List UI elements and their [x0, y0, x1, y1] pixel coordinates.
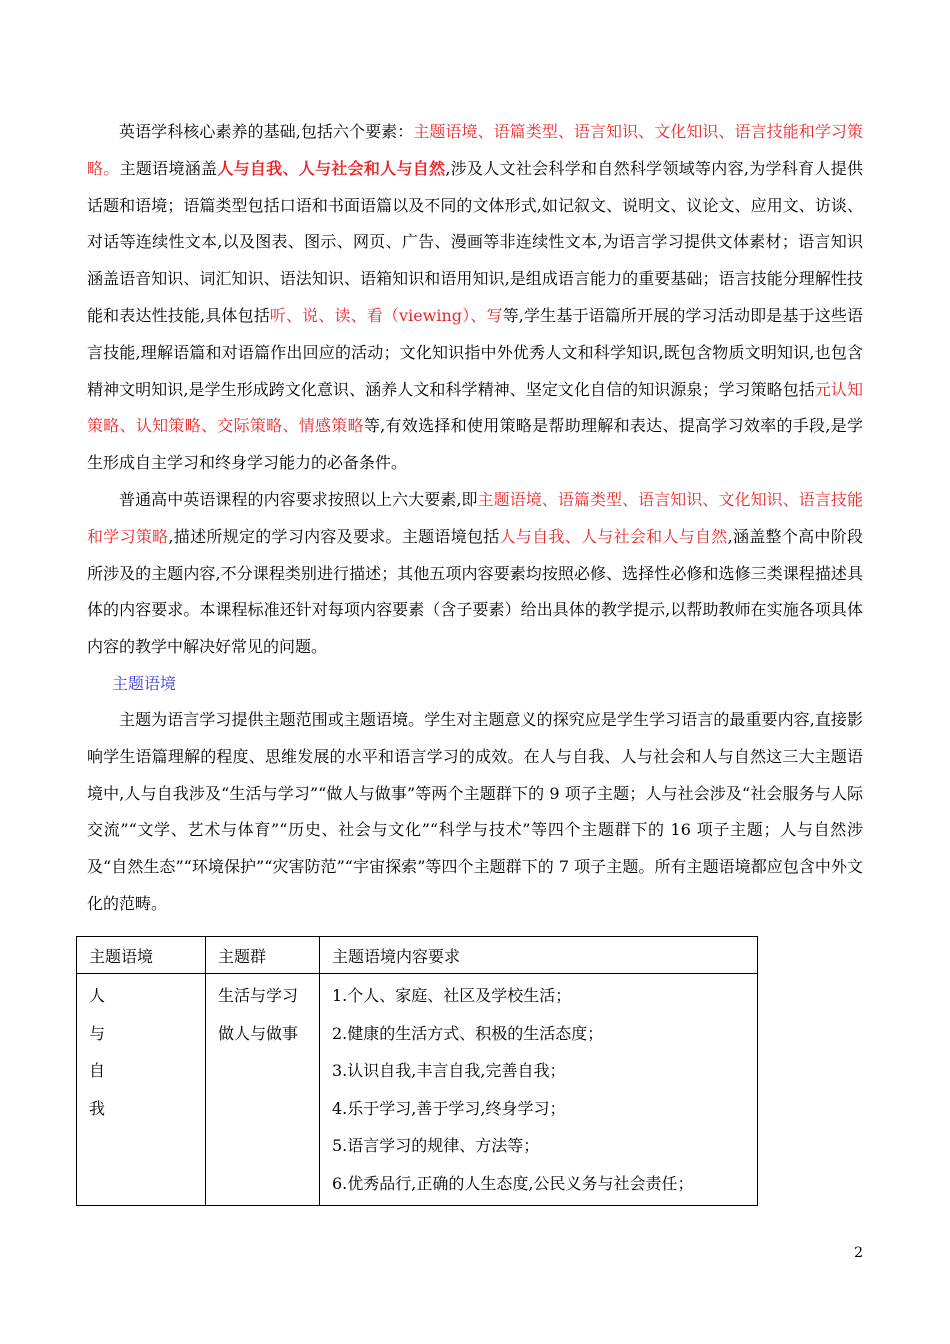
highlight-six-elements: 主题语境、语篇类型、语言知识、文化知识、语言技能和学习策略: [87, 489, 863, 546]
requirement-item: 6.优秀品行,正确的人生态度,公民义务与社会责任；: [332, 1173, 694, 1193]
table-row: [77, 974, 758, 1206]
table-header-cell: 主题群: [206, 937, 320, 974]
highlight-strategies: 元认知策略、认知策略、交际策略、情感策略: [87, 379, 863, 436]
theme-context-cell: [77, 974, 206, 1206]
table-header-cell: 主题语境内容要求: [320, 937, 758, 974]
cell-char: 人: [89, 986, 106, 1005]
text-run: 主题语境涵盖: [119, 158, 218, 178]
section-heading: 主题语境: [112, 673, 177, 693]
highlight-skills: 听、说、读、看（viewing）、写: [269, 305, 503, 325]
cell-char: 我: [89, 1098, 106, 1118]
requirement-item: 5.语言学习的规律、方法等；: [332, 1136, 540, 1155]
requirement-item: 3.认识自我,丰言自我,完善自我；: [332, 1061, 566, 1080]
cell-char: 与: [89, 1023, 106, 1043]
theme-group-item: 生活与学习: [218, 986, 299, 1005]
theme-group-item: 做人与做事: [218, 1023, 299, 1043]
requirement-item: 2.健康的生活方式、积极的生活态度；: [332, 1023, 604, 1043]
text-run: 等,有效选择和使用策略是帮助理解和表达、提高学习效率的手段,是学生形成自主学习和终身学习能力的必备条件。: [87, 416, 863, 473]
text-run: ,涉及人文社会科学和自然科学领域等内容,为学科育人提供话题和语境；语篇类型包括口语和书面语篇以及不同的文体形式,如记叙文、说明文、议论文、应用文、访谈、对话等连续性文本,以及图表、图示、网页、广告、漫画等非连续性文本,为语言学习提供文体素材；语言知识涵盖语音知识、词汇知识、语法知识、语箱知识和语用知识,是组成语言能力的重要基础；语言技能分理解性技能和表达性技能,具体包括: [87, 158, 863, 325]
requirement-item: 4.乐于学习,善于学习,终身学习；: [332, 1098, 566, 1118]
theme-group-cell: [206, 974, 320, 1206]
text-run: ,描述所规定的学习内容及要求。主题语境包括: [168, 526, 500, 546]
highlight-six-elements: 主题语境、语篇类型、语言知识、文化知识、语言技能和学习策略。: [87, 122, 863, 178]
paragraph-theme-context: 主题为语言学习提供主题范围或主题语境。学生对主题意义的探究应是学生学习语言的最重要内容,直接影响学生语篇理解的程度、思维发展的水平和语言学习的成效。在人与自我、人与社会和人与自然这三大主题语境中,人与自我涉及“生活与学习”“做人与做事”等两个主题群下的 9 项子主题；人与社会涉及“社会服务与人际交流”“文学、艺术与体育”“历史、社会与文化”“科学与技术”等四个主题群下的 16 项子主题；人与自然涉及“自然生态”“环境保护”“灾害防范”“宇宙探索”等四个主题群下的 7 项子主题。所有主题语境都应包含中外文化的范畴。: [87, 709, 863, 913]
requirement-item: 1.个人、家庭、社区及学校生活；: [332, 986, 572, 1005]
text-run: ,涵盖整个高中阶段所涉及的主题内容,不分课程类别进行描述；其他五项内容要素均按照必修、选择性必修和选修三类课程描述具体的内容要求。本课程标准还针对每项内容要素（含子要素）给出具体的教学提示,以帮助教师在实施各项具体内容的教学中解决好常见的问题。: [87, 526, 863, 657]
highlight-theme-contexts: 人与自我、人与社会和人与自然: [499, 526, 728, 546]
theme-context-table: [76, 936, 758, 1206]
page-number: 2: [854, 1245, 863, 1261]
cell-char: 自: [89, 1061, 106, 1080]
document-body: [87, 114, 863, 923]
paragraph-content-requirements: [87, 482, 863, 666]
requirements-cell: [320, 974, 758, 1206]
text-run: 等,学生基于语篇所开展的学习活动即是基于这些语言技能,理解语篇和对语篇作出回应的活动；文化知识指中外优秀人文和科学知识,既包含物质文明知识,也包含精神文明知识,是学生形成跨文化意识、涵养人文和科学精神、坚定文化自信的知识源泉；学习策略包括: [87, 305, 863, 399]
paragraph-core-literacy: [87, 114, 863, 482]
highlight-theme-contexts: 人与自我、人与社会和人与自然: [217, 158, 446, 178]
text-run: 普通高中英语课程的内容要求按照以上六大要素,即: [119, 489, 478, 509]
text-run: 英语学科核心素养的基础,包括六个要素：: [119, 122, 414, 141]
table-header-row: [77, 937, 758, 974]
table-header-cell: 主题语境: [77, 937, 206, 974]
